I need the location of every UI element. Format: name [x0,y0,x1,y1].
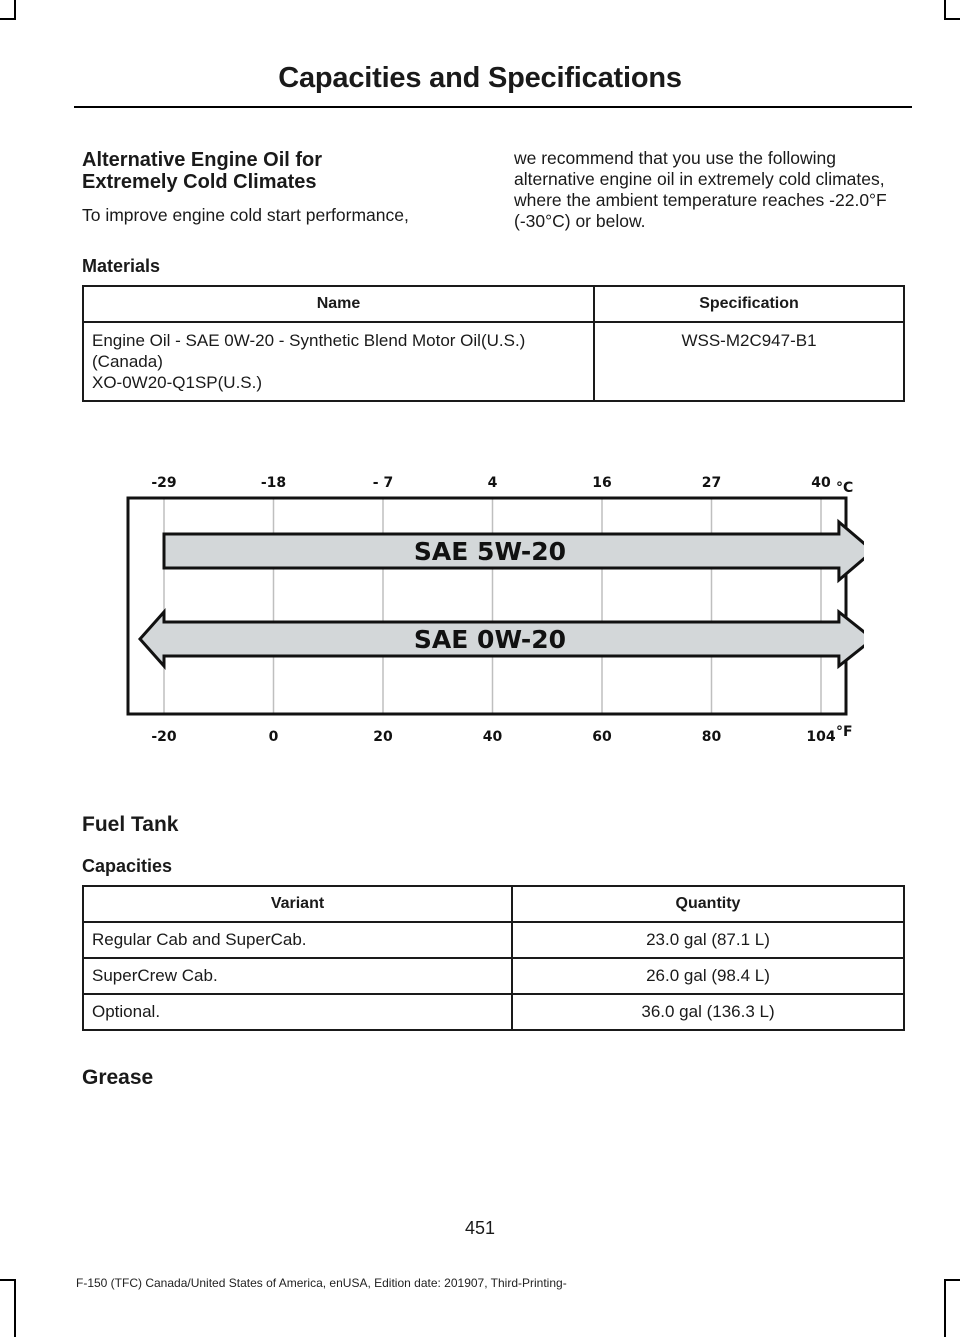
page-number: 451 [464,1218,496,1238]
grease-heading: Grease [82,1066,154,1089]
viscosity-band-label: SAE 0W-20 [413,625,567,654]
material-name-line: Engine Oil - SAE 0W-20 - Synthetic Blend Motor Oil(U.S.) [92,331,526,350]
fahrenheit-unit-label: °F [836,724,853,740]
fahrenheit-tick-label: 0 [268,729,279,745]
celsius-tick-label: -29 [151,475,177,491]
fahrenheit-axis [151,729,836,745]
table-row [83,958,904,994]
table-row [83,922,904,958]
header-divider [74,106,912,108]
crop-mark-top-left-v [14,0,16,18]
fahrenheit-tick-label: 20 [373,729,393,745]
crop-mark-bottom-right-v [944,1279,946,1337]
column-header-quantity: Quantity [512,886,904,922]
crop-mark-bottom-right-h [944,1279,960,1281]
material-name-line: XO-0W20-Q1SP(U.S.) [92,373,263,392]
crop-mark-top-right-h [944,18,960,20]
column-header-variant: Variant [83,886,512,922]
section-heading-cold-climate-oil [82,149,502,193]
fahrenheit-tick-label: 60 [592,729,612,745]
intro-paragraph-start: To improve engine cold start performance, [82,205,409,225]
heading-line: Extremely Cold Climates [82,171,317,193]
intro-paragraph-continued: we recommend that you use the following alternative engine oil in extremely cold climates, where the ambient temperature reaches -22.0°F (-30°C) or below. [514,148,887,231]
celsius-tick-label: -18 [260,475,287,491]
fahrenheit-tick-label: 40 [482,729,503,745]
crop-mark-bottom-left-v [14,1279,16,1337]
chart-frame [128,498,846,714]
celsius-unit-label: °C [836,480,854,496]
chart-grid [164,498,821,714]
page-header-title: Capacities and Specifications [278,62,682,94]
capacities-label: Capacities [82,856,173,876]
table-row [83,322,904,401]
celsius-axis [151,475,831,491]
quantity-cell: 26.0 gal (98.4 L) [512,958,904,994]
crop-mark-bottom-left-h [0,1279,16,1281]
variant-cell: SuperCrew Cab. [83,958,512,994]
heading-line: Alternative Engine Oil for [82,149,323,171]
quantity-cell: 36.0 gal (136.3 L) [512,994,904,1030]
material-name-cell [83,322,594,401]
edition-footer: F-150 (TFC) Canada/United States of America, enUSA, Edition date: 201907, Third-Printing- [76,1276,567,1290]
materials-label: Materials [82,256,161,276]
chart-bands [140,522,864,666]
fahrenheit-tick-label: 104 [806,729,836,745]
table-row [83,994,904,1030]
oil-viscosity-temperature-chart [118,460,864,760]
celsius-tick-label: - 7 [372,475,394,491]
celsius-tick-label: 4 [487,475,498,491]
variant-cell: Optional. [83,994,512,1030]
variant-cell: Regular Cab and SuperCab. [83,922,512,958]
fahrenheit-tick-label: -20 [151,729,177,745]
viscosity-band-label: SAE 5W-20 [413,537,567,566]
crop-mark-top-right-v [944,0,946,18]
celsius-tick-label: 27 [701,475,722,491]
quantity-cell: 23.0 gal (87.1 L) [512,922,904,958]
material-specification-cell: WSS-M2C947-B1 [594,322,904,401]
fahrenheit-tick-label: 80 [701,729,722,745]
table-header-row [83,886,904,922]
crop-mark-top-left-h [0,18,16,20]
materials-table [82,285,905,402]
column-header-name: Name [83,286,594,322]
celsius-tick-label: 16 [592,475,612,491]
material-name-line: (Canada) [92,352,163,371]
table-header-row [83,286,904,322]
column-header-specification: Specification [594,286,904,322]
celsius-tick-label: 40 [811,475,831,491]
fuel-tank-heading: Fuel Tank [82,813,179,836]
fuel-capacities-table [82,885,905,1031]
